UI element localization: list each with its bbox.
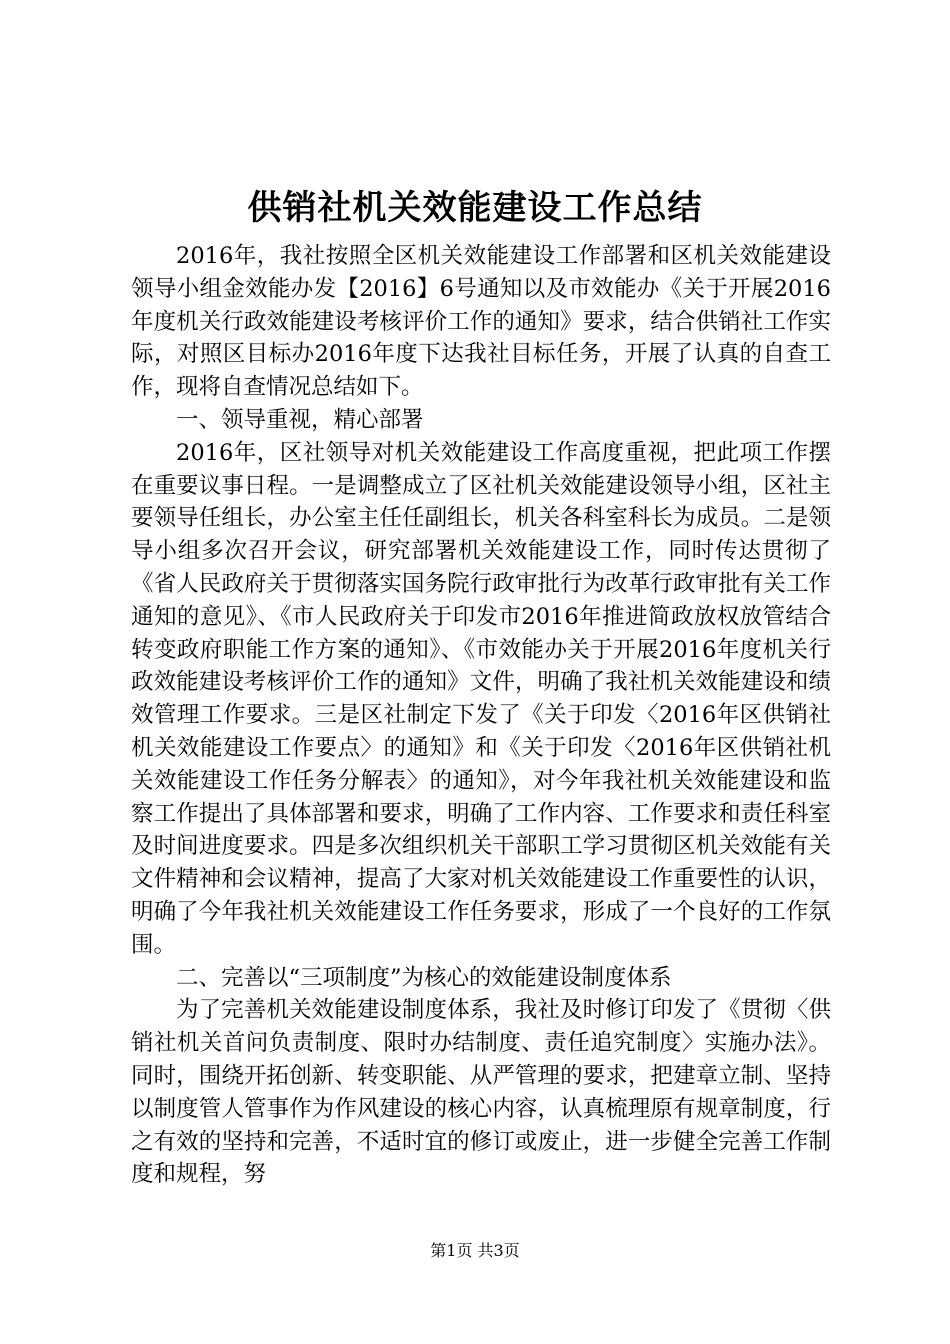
intro-paragraph: 2016年，我社按照全区机关效能建设工作部署和区机关效能建设领导小组金效能办发【2016】6号通知以及市效能办《关于开展2016年度机关行政效能建设考核评价工作的通知》要求，结合供销社工作实际，对照区目标办2016年度下达我社目标任务，开展了认真的自查工作，现将自查情况总结如下。	[131, 243, 831, 401]
document-title: 供销社机关效能建设工作总结	[247, 188, 703, 228]
section-2-paragraph: 为了完善机关效能建设制度体系，我社及时修订印发了《贯彻〈供销社机关首问负责制度、限时办结制度、责任追究制度〉实施办法》。同时，围绕开拓创新、转变职能、从严管理的要求，把建章立制、坚持以制度管人管事作为作风建设的核心内容，认真梳理原有规章制度，行之有效的坚持和完善，不适时宜的修订或废止，进一步健全完善工作制度和规程，努	[131, 997, 831, 1188]
document-body	[131, 240, 831, 1191]
section-heading-2: 二、完善以“三项制度”为核心的效能建设制度体系	[176, 964, 672, 991]
page-footer: 第1页 共3页	[430, 1241, 520, 1260]
section-1-paragraph: 2016年，区社领导对机关效能建设工作高度重视，把此项工作摆在重要议事日程。一是调整成立了区社机关效能建设领导小组，区社主要领导任组长，办公室主任任副组长，机关各科室科长为成员。二是领导小组多次召开会议，研究部署机关效能建设工作，同时传达贯彻了《省人民政府关于贯彻落实国务院行政审批行为改革行政审批有关工作通知的意见》、《市人民政府关于印发市2016年推进简政放权放管结合转变政府职能工作方案的通知》、《市效能办关于开展2016年度机关行政效能建设考核评价工作的通知》文件，明确了我社机关效能建设和绩效管理工作要求。三是区社制定下发了《关于印发〈2016年区供销社机关效能建设工作要点〉的通知》和《关于印发〈2016年区供销社机关效能建设工作任务分解表〉的通知》，对今年我社机关效能建设和监察工作提出了具体部署和要求，明确了工作内容、工作要求和责任科室及时间进度要求。四是多次组织机关干部职工学习贯彻区机关效能有关文件精神和会议精神，提高了大家对机关效能建设工作重要性的认识，明确了今年我社机关效能建设工作任务要求，形成了一个良好的工作氛围。	[131, 439, 831, 958]
section-heading-1: 一、领导重视，精心部署	[176, 406, 424, 433]
